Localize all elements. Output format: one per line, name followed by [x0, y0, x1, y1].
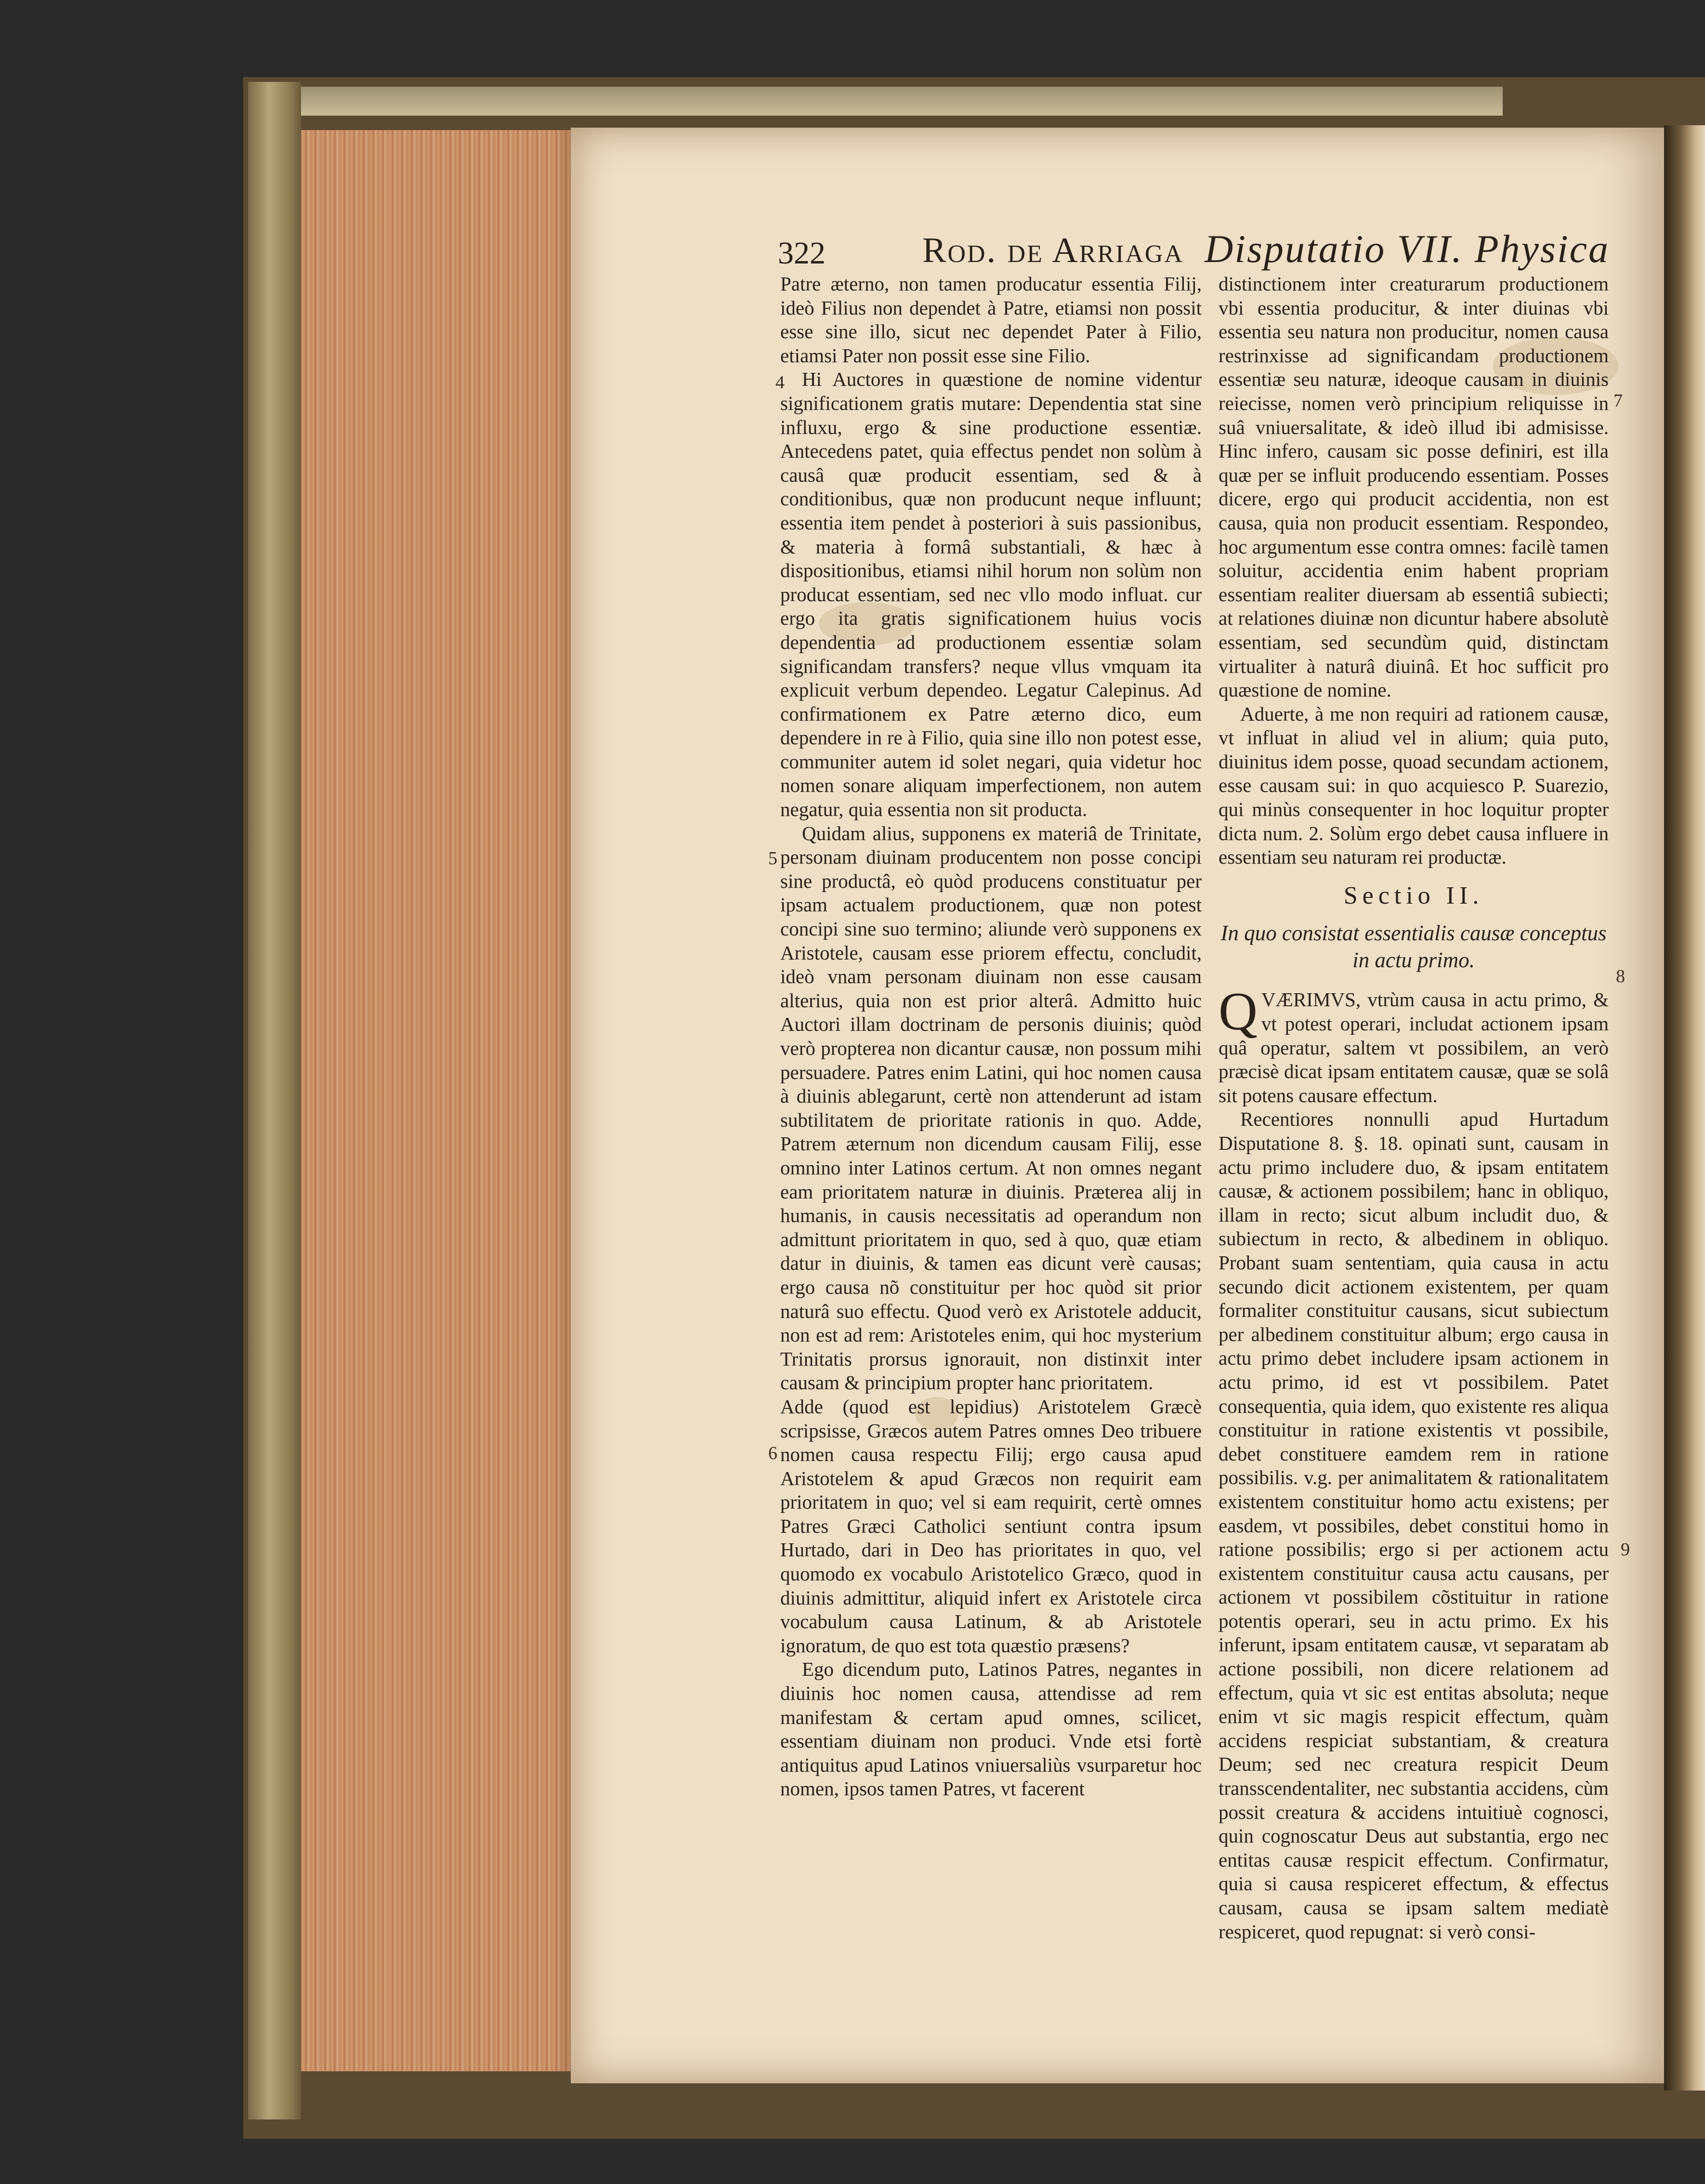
paragraph: Patre æterno, non tamen producatur essentia Filij, ideò Filius non dependet à Patre, etiamsi non possit esse sine illo, sicut nec dependet Pater à Filio, etiamsi Pater non possit esse sine Filio. [780, 273, 1202, 367]
margin-number: 4 [775, 372, 785, 393]
drop-cap: Q [1219, 982, 1258, 1042]
left-text-column [780, 272, 1202, 1801]
paragraph: Hi Auctores in quæstione de nomine videntur significationem gratis mutare: Dependentia stat sine influxu, ergo & sine productione essentiæ. Antecedens patet, quia effectus pendet non solùm à causâ quæ producit essentiam, sed & à conditionibus, quæ non producunt neque influunt; essentia item pendet à posteriori à suis passionibus, & materia à formâ substantiali, & hæc à dispositionibus, etiamsi nihil horum non solùm non producat essentiam, sed nec vllo modo influat. cur ergo ita gratis significationem huius vocis dependentia ad productionem essentiæ solam significandam transfers? neque vllus vmquam ita explicuit verbum dependeo. Legatur Calepinus. Ad confirmationem ex Patre æterno dico, eum dependere in re à Filio, quia sine illo non potest esse, communiter autem id solet negari, quia videtur hoc nomen sonare aliquam imperfectionem, non autem negatur, quia essentia non sit producta. [780, 368, 1202, 821]
margin-number: 8 [1616, 966, 1625, 987]
page-edges [301, 130, 571, 2071]
running-header [749, 226, 1616, 270]
paragraph [1219, 982, 1609, 1107]
book-top-edge [270, 87, 1503, 116]
book-title: Disputatio VII. Physica [1204, 227, 1610, 271]
running-title [922, 226, 1610, 272]
paragraph: distinctionem inter creaturarum productionem vbi essentia producitur, & inter diuinas vbi essentia seu natura non producitur, nomen causa restrinxisse ad significandam productionem essentiæ seu naturæ, ideoque causam in diuinis reiecisse, nomen verò principium reliquisse in suâ vniuersalitate, & ideò illud ibi admisisse. Hinc infero, causam sic posse definiri, est illa quæ per se influit producendo essentiam. Posses dicere, ergo qui producit accidentia, non est causa, quia non producit essentiam. Respondeo, hoc argumentum esse contra omnes: facilè tamen soluitur, accidentia enim habent propriam essentiam realiter diuersam ab essentiâ subiecti; at relationes diuinæ non dicuntur habere absolutè essentiam, sed secundùm quid, distinctam virtualiter à naturâ diuinâ. Et hoc sufficit pro quæstione de nomine. [1219, 273, 1609, 701]
paragraph: Aduerte, à me non requiri ad rationem causæ, vt influat in aliud vel in alium; quia puto, diuinitus idem posse, quoad secundam actionem, esse causam sui: in quo acquiesco P. Suarezio, qui minùs consequenter in hoc loquitur propter dicta num. 2. Solùm ergo debet causa influere in essentiam seu naturam rei productæ. [1219, 702, 1609, 868]
book-cover-spine [248, 82, 301, 2119]
section-subtitle: In quo consistat essentialis causæ conceptus in actu primo. [1220, 921, 1607, 973]
margin-number: 5 [768, 848, 777, 868]
right-text-column [1219, 272, 1609, 1944]
margin-number: 9 [1621, 1539, 1630, 1560]
paragraph: Recentiores nonnulli apud Hurtadum Disputatione 8. §. 18. opinati sunt, causam in actu primo includere duo, & ipsam entitatem causæ, & actionem possibilem; hanc in obliquo, illam in recto; sicut album includit duo, & subiectum in recto, & albedinem in obliquo. Probant suam sententiam, quia causa in actu secundo dicit actionem existentem, per quam formaliter constituitur causans, sicut subiectum per albedinem constituitur album; ergo causa in actu primo debet includere ipsam actionem in actu primo, id est vt possibilem. Patet consequentia, quia idem, quo existente res aliqua constituitur in ratione existentis vt possibile, debet constituere eamdem rem in ratione possibilis. v.g. per animalitatem & rationalitatem existentem constituitur homo actu existens; per easdem, vt possibiles, debet constitui homo in ratione possibilis; ergo si per actionem actu existentem constituitur causa actu causans, per actionem vt possibilem cõstituitur in ratione potentis operari, seu in actu primo. Ex his inferunt, ipsam entitatem causæ, vt separatam ab actione possibili, non dicere relationem ad effectum, quia vt sic est entitas absoluta; neque enim vt sic magis respicit effectum, quàm accidens respiciat substantiam, & creatura Deum; sed nec creatura respicit Deum transscendentaliter, nec substantia accidens, cùm possit creatura & accidens intuitiuè cognosci, quin cognoscatur Deus aut substantia, ergo nec entitas causæ respicit effectum. Confirmatur, quia si causa respiceret effectum, & effectus causam, causa se ipsam saltem mediatè respiceret, quod repugnat: si verò consi- [1219, 1108, 1609, 1943]
paragraph: Ego dicendum puto, Latinos Patres, negantes in diuinis hoc nomen causa, attendisse ad rem manifestam & certam apud omnes, scilicet, essentiam diuinam non produci. Vnde etsi fortè antiquitus apud Latinos vniuersaliùs vsurparetur hoc nomen, ipsos tamen Patres, vt facerent [780, 1658, 1202, 1800]
paragraph: Adde (quod est lepidius) Aristotelem Græcè scripsisse, Græcos autem Patres omnes Deo tribuere nomen causa respectu Filij; ergo causa apud Aristotelem & apud Græcos non requirit eam prioritatem in quo; vel si eam requirit, certè omnes Patres Græci Catholici sentiunt contra ipsum Hurtado, dari in Deo has prioritates in quo, vel quomodo ex vocabulo Aristotelico Græco, quod in diuinis admittitur, aliquid infert ex Aristotele circa vocabulum causa Latinum, & ab Aristotele ignoratum, de quo est tota quæstio præsens? [780, 1395, 1202, 1657]
paragraph-text: VÆRIMVS, vtrùm causa in actu primo, & vt potest operari, includat actionem ipsam quâ operatur, saltem vt possibilem, an verò præcisè dicat ipsam entitatem causæ, quæ se solâ sit potens causare effectum. [1219, 988, 1609, 1106]
margin-number: 7 [1613, 391, 1623, 411]
page-number: 322 [778, 236, 826, 271]
margin-number: 6 [768, 1443, 777, 1463]
paragraph: Quidam alius, supponens ex materiâ de Trinitate, personam diuinam producentem non posse concipi sine productâ, eò quòd producens constituatur per ipsam actualem productionem, quæ non potest concipi sine suo termino; aliunde verò supponens ex Aristotele, causam esse priorem effectu, concludit, ideò vnam personam diuinam non esse causam alterius, quia non est prior alterâ. Admitto huic Auctori illam doctrinam de personis diuinis; quòd verò propterea non dicantur causæ, non possum mihi persuadere. Patres enim Latini, qui hoc nomen causa à diuinis ablegarunt, certè non attenderunt ad istam subtilitatem de prioritate rationis in quo. Adde, Patrem æternum non dicendum causam Filij, esse omnino inter Latinos certum. At non omnes negant eam prioritatem naturæ in diuinis. Præterea alij in humanis, in causis necessitatis ad operandum non admittunt prioritatem in quo, sed à quo, quæ etiam datur in diuinis, & tamen eas dicunt verè causas; ergo causa nõ constituitur per hoc quòd sit prior naturâ suo effectu. Quod verò ex Aristotele adducit, non est ad rem: Aristoteles enim, qui hoc mysterium Trinitatis prorsus ignorauit, non distinxit inter causam & principium propter hanc prioritatem. [780, 822, 1202, 1394]
author-name: Rod. de Arriaga [922, 231, 1184, 270]
section-heading: Sectio II. [1343, 881, 1484, 909]
book-gutter [1664, 125, 1705, 2091]
